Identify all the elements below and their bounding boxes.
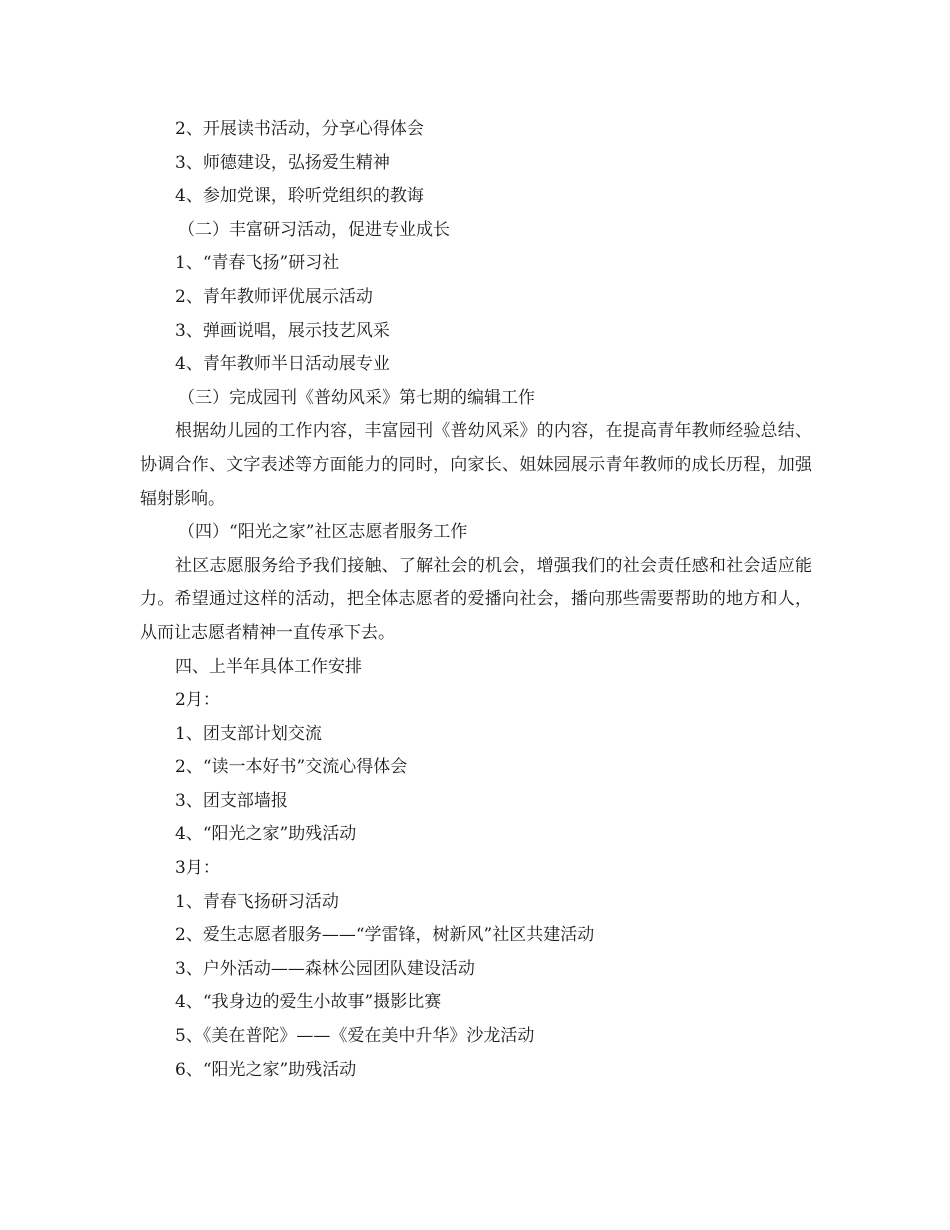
list-item: 4、参加党课，聆听党组织的教诲 <box>175 186 424 207</box>
list-item: 1、团支部计划交流 <box>175 723 322 744</box>
list-item: 2、青年教师评优展示活动 <box>175 286 373 307</box>
list-item: 2、“读一本好书”交流心得体会 <box>175 757 408 778</box>
list-item: 3、弹画说唱，展示技艺风采 <box>175 320 390 341</box>
section-subheading: （二）丰富研习活动，促进专业成长 <box>178 219 450 240</box>
list-item: 5、《美在普陀》——《爱在美中升华》沙龙活动 <box>175 1026 535 1047</box>
list-item: 4、“我身边的爱生小故事”摄影比赛 <box>175 992 442 1013</box>
body-paragraph: 根据幼儿园的工作内容，丰富园刊《普幼风采》的内容，在提高青年教师经验总结、协调合作、文字表述等方面能力的同时，向家长、姐妹园展示青年教师的成长历程，加强辐射影响。 <box>140 421 812 509</box>
list-item: 3、团支部墙报 <box>175 790 288 811</box>
list-item: 4、青年教师半日活动展专业 <box>175 354 390 375</box>
list-item: 3、户外活动——森林公园团队建设活动 <box>175 958 475 979</box>
month-label: 2月： <box>175 690 220 711</box>
list-item: 2、开展读书活动，分享心得体会 <box>175 119 424 139</box>
list-item: 1、“青春飞扬”研习社 <box>175 253 340 274</box>
list-item: 3、师德建设，弘扬爱生精神 <box>175 152 390 173</box>
list-item: 2、爱生志愿者服务——“学雷锋，树新风”社区共建活动 <box>175 925 595 946</box>
list-item: 6、“阳光之家”助残活动 <box>175 1059 357 1080</box>
body-paragraph: 社区志愿服务给予我们接触、了解社会的机会，增强我们的社会责任感和社会适应能力。希望通过这样的活动，把全体志愿者的爱播向社会，播向那些需要帮助的地方和人，从而让志愿者精神一直传承下去。 <box>140 555 812 643</box>
list-item: 1、青春飞扬研习活动 <box>175 891 339 912</box>
list-item: 4、“阳光之家”助残活动 <box>175 824 357 845</box>
section-subheading: （四）“阳光之家”社区志愿者服务工作 <box>178 522 468 543</box>
month-label: 3月： <box>175 858 220 879</box>
document-body <box>140 113 820 1087</box>
section-subheading: （三）完成园刊《普幼风采》第七期的编辑工作 <box>178 387 535 408</box>
section-heading: 四、上半年具体工作安排 <box>175 656 362 677</box>
